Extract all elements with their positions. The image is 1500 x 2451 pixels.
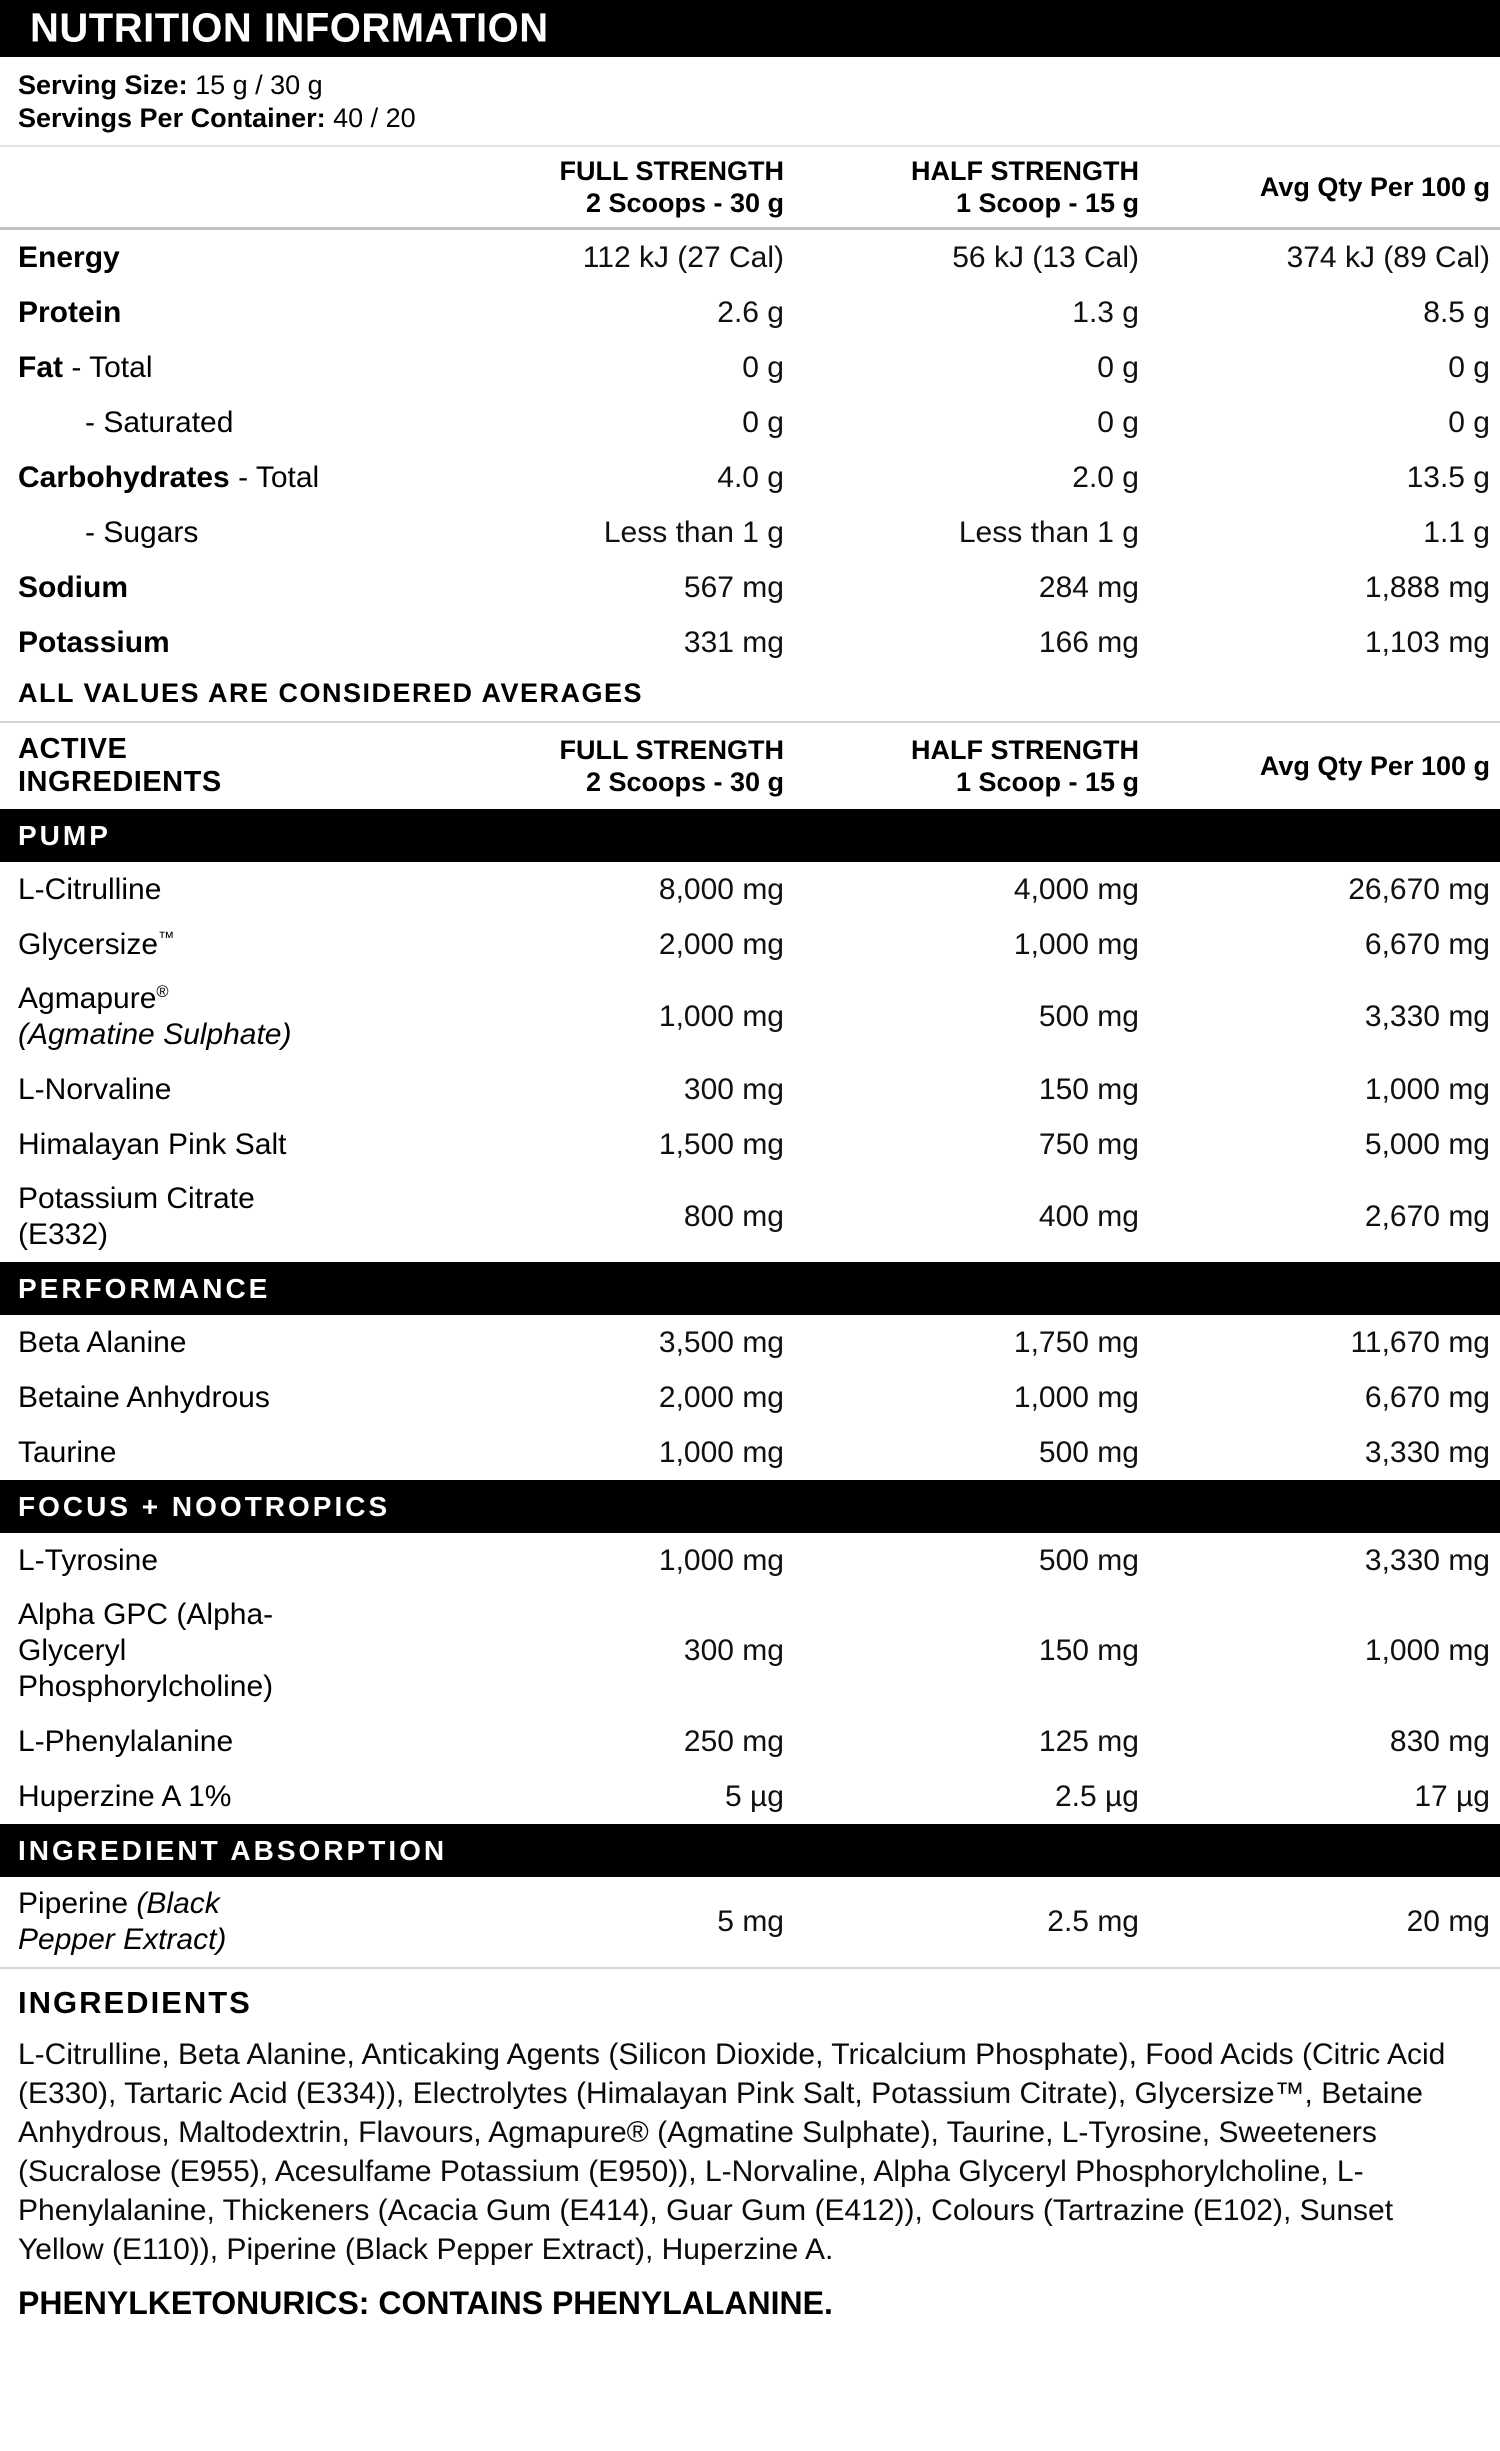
value-avg-per-100g: 830 mg xyxy=(1389,1724,1490,1758)
section-bar-ingredient-absorption xyxy=(0,1824,1500,1877)
table-row-taurine xyxy=(0,1425,1500,1480)
value-half-strength: 750 mg xyxy=(1038,1127,1139,1161)
value-half-strength: 150 mg xyxy=(1038,1634,1139,1667)
value-half-strength: 1,750 mg xyxy=(1013,1325,1139,1359)
value-half-strength: 500 mg xyxy=(1038,1543,1139,1577)
value-half-strength: 1,000 mg xyxy=(1013,1380,1139,1414)
table-row-l-citrulline xyxy=(0,862,1500,917)
value-avg-per-100g: 3,330 mg xyxy=(1364,1000,1490,1033)
value-full-strength: 800 mg xyxy=(683,1200,784,1233)
table-row-piperine xyxy=(0,1877,1500,1967)
value-full-strength: 567 mg xyxy=(683,570,784,604)
table-row-fat-saturated: - Saturated 0 g 0 g 0 g xyxy=(85,405,1490,439)
value-half-strength: 0 g xyxy=(1097,405,1139,439)
serving-size-label: Serving Size: xyxy=(18,70,188,100)
column-header-avg-qty: Avg Qty Per 100 g xyxy=(1259,751,1490,781)
section-title: INGREDIENT ABSORPTION xyxy=(18,1834,448,1866)
value-full-strength: 2.6 g xyxy=(717,295,784,329)
value-full-strength: 3,500 mg xyxy=(658,1325,784,1359)
ingredient-name: Betaine Anhydrous xyxy=(18,1380,270,1414)
trademark-symbol: ™ xyxy=(158,928,175,947)
table-row-glycersize xyxy=(0,917,1500,972)
value-avg-per-100g: 1,103 mg xyxy=(1364,625,1490,659)
value-half-strength: 2.5 µg xyxy=(1054,1779,1139,1813)
row-label: Sodium xyxy=(18,570,128,604)
value-avg-per-100g: 5,000 mg xyxy=(1364,1127,1490,1161)
value-avg-per-100g: 8.5 g xyxy=(1423,295,1490,329)
value-half-strength: 400 mg xyxy=(1038,1200,1139,1233)
ingredient-name: Agmapure xyxy=(18,982,157,1015)
ingredient-name: Beta Alanine xyxy=(18,1325,187,1359)
row-label: Protein xyxy=(18,295,122,329)
ingredient-detail: (Alpha-Glyceryl Phosphorylcholine) xyxy=(18,1598,274,1703)
column-header-half-strength xyxy=(784,734,1139,798)
value-full-strength: 5 mg xyxy=(717,1905,784,1938)
ingredient-name: Himalayan Pink Salt xyxy=(18,1127,287,1161)
value-avg-per-100g: 26,670 mg xyxy=(1348,872,1490,906)
servings-per-container-value: 40 / 20 xyxy=(333,103,416,133)
column-header-avg-qty: Avg Qty Per 100 g xyxy=(1259,172,1490,202)
ingredient-name: Potassium Citrate xyxy=(18,1182,255,1215)
value-full-strength: Less than 1 g xyxy=(603,515,784,549)
section-title: PERFORMANCE xyxy=(18,1272,271,1304)
value-half-strength: 4,000 mg xyxy=(1013,872,1139,906)
value-full-strength: 2,000 mg xyxy=(658,927,784,961)
value-half-strength: 166 mg xyxy=(1038,625,1139,659)
ingredients-paragraph: L-Citrulline, Beta Alanine, Anticaking Agents (Silicon Dioxide, Tricalcium Phosphate), Food Acids (Citric Acid (E330), Tartaric Acid (E334)), Electrolytes (Himalayan Pink Salt, Potassium Citrate), Glycersize™, Betaine Anhydrous, Maltodextrin, Flavours, Agmapure® (Agmatine Sulphate), Taurine, L-Tyrosine, Sweeteners (Sucralose (E955), Acesulfame Potassium (E950)), L-Norvaline, Alpha Glyceryl Phosphorylcholine, L-Phenylalanine, Thickeners (Acacia Gum (E414), Guar Gum (E412)), Colours (Tartrazine (E102), Sunset Yellow (E110)), Piperine (Black Pepper Extract), Huperzine A. xyxy=(18,2038,1446,2266)
value-avg-per-100g: 13.5 g xyxy=(1406,460,1490,494)
value-avg-per-100g: 1,888 mg xyxy=(1364,570,1490,604)
value-full-strength: 8,000 mg xyxy=(658,872,784,906)
table-row-energy xyxy=(0,230,1500,285)
value-avg-per-100g: 3,330 mg xyxy=(1364,1543,1490,1577)
table-row-protein xyxy=(0,285,1500,340)
row-label: Potassium xyxy=(18,625,170,659)
value-full-strength: 331 mg xyxy=(683,625,784,659)
value-avg-per-100g: 6,670 mg xyxy=(1364,1380,1490,1414)
value-full-strength: 1,500 mg xyxy=(658,1127,784,1161)
table-row-potassium-citrate xyxy=(0,1172,1500,1262)
full-strength-subtitle: 2 Scoops - 30 g xyxy=(585,767,784,797)
section-bar-focus-nootropics xyxy=(0,1480,1500,1533)
active-ingredients-header-row xyxy=(0,723,1500,809)
section-title: PUMP xyxy=(18,819,111,851)
full-strength-subtitle: 2 Scoops - 30 g xyxy=(585,188,784,218)
value-full-strength: 1,000 mg xyxy=(658,1000,784,1033)
value-half-strength: 284 mg xyxy=(1038,570,1139,604)
nutrition-information-header xyxy=(0,0,1500,57)
value-full-strength: 300 mg xyxy=(683,1634,784,1667)
column-header-row xyxy=(0,147,1500,227)
row-label: Energy xyxy=(18,240,120,274)
value-half-strength: 500 mg xyxy=(1038,1000,1139,1033)
ingredient-name: L-Norvaline xyxy=(18,1072,172,1106)
row-label: Carbohydrates xyxy=(18,460,230,494)
value-avg-per-100g: 1.1 g xyxy=(1423,515,1490,549)
half-strength-subtitle: 1 Scoop - 15 g xyxy=(955,188,1139,218)
value-half-strength: 0 g xyxy=(1097,350,1139,384)
ingredient-name: Huperzine A 1% xyxy=(18,1779,232,1813)
column-header-full-strength xyxy=(438,155,784,219)
serving-size-line xyxy=(18,69,1482,102)
page-title: NUTRITION INFORMATION xyxy=(30,5,549,51)
value-full-strength: 2,000 mg xyxy=(658,1380,784,1414)
value-avg-per-100g: 1,000 mg xyxy=(1364,1634,1490,1667)
table-row-l-norvaline xyxy=(0,1062,1500,1117)
value-avg-per-100g: 0 g xyxy=(1448,350,1490,384)
value-full-strength: 300 mg xyxy=(683,1072,784,1106)
value-avg-per-100g: 3,330 mg xyxy=(1364,1435,1490,1469)
value-avg-per-100g: 6,670 mg xyxy=(1364,927,1490,961)
value-full-strength: 0 g xyxy=(742,405,784,439)
ingredient-name: Alpha GPC xyxy=(18,1598,169,1631)
value-half-strength: 150 mg xyxy=(1038,1072,1139,1106)
ingredient-detail: (E332) xyxy=(18,1218,109,1251)
table-row-l-phenylalanine xyxy=(0,1714,1500,1769)
ingredient-name: Glycersize xyxy=(18,927,159,961)
column-header-full-strength xyxy=(308,734,784,798)
value-full-strength: 1,000 mg xyxy=(658,1543,784,1577)
table-row-alpha-gpc xyxy=(0,1588,1500,1714)
half-strength-subtitle: 1 Scoop - 15 g xyxy=(955,767,1139,797)
servings-per-container-line xyxy=(18,102,1482,135)
value-half-strength: 2.0 g xyxy=(1072,460,1139,494)
active-ingredients-title: ACTIVE INGREDIENTS xyxy=(18,733,222,798)
table-row-sugars: - Sugars Less than 1 g Less than 1 g 1.1 g xyxy=(85,515,1490,549)
registered-symbol: ® xyxy=(156,983,169,1001)
value-avg-per-100g: 374 kJ (89 Cal) xyxy=(1286,240,1490,274)
table-row-huperzine-a xyxy=(0,1769,1500,1824)
table-row-beta-alanine xyxy=(0,1315,1500,1370)
value-avg-per-100g: 11,670 mg xyxy=(1350,1325,1490,1359)
ingredient-name: L-Citrulline xyxy=(18,872,162,906)
ingredient-name: Piperine xyxy=(18,1887,129,1920)
table-row-carbohydrates-total: Carbohydrates - Total 4.0 g 2.0 g 13.5 g xyxy=(18,460,1490,494)
column-header-half-strength xyxy=(784,155,1139,219)
table-row-l-tyrosine xyxy=(0,1533,1500,1588)
table-row-fat-total: Fat - Total 0 g 0 g 0 g xyxy=(18,350,1490,384)
table-row-agmapure xyxy=(0,972,1500,1062)
serving-info xyxy=(0,57,1500,145)
half-strength-title: HALF STRENGTH xyxy=(911,735,1139,765)
value-avg-per-100g: 17 µg xyxy=(1414,1779,1490,1813)
ingredient-name: L-Tyrosine xyxy=(18,1543,159,1577)
value-half-strength: Less than 1 g xyxy=(958,515,1139,549)
full-strength-title: FULL STRENGTH xyxy=(559,156,784,186)
value-half-strength: 1,000 mg xyxy=(1013,927,1139,961)
ingredient-detail: (Agmatine Sulphate) xyxy=(18,1018,292,1051)
value-full-strength: 0 g xyxy=(742,350,784,384)
value-avg-per-100g: 0 g xyxy=(1448,405,1490,439)
row-label: Fat xyxy=(18,350,63,384)
value-full-strength: 4.0 g xyxy=(717,460,784,494)
value-avg-per-100g: 20 mg xyxy=(1406,1905,1490,1938)
value-half-strength: 500 mg xyxy=(1038,1435,1139,1469)
full-strength-title: FULL STRENGTH xyxy=(559,735,784,765)
value-full-strength: 250 mg xyxy=(683,1724,784,1758)
half-strength-title: HALF STRENGTH xyxy=(911,156,1139,186)
value-avg-per-100g: 1,000 mg xyxy=(1364,1072,1490,1106)
value-full-strength: 1,000 mg xyxy=(658,1435,784,1469)
ingredient-detail: (Black Pepper Extract) xyxy=(18,1887,227,1956)
phenylketonurics-warning: PHENYLKETONURICS: CONTAINS PHENYLALANINE. xyxy=(18,2285,833,2321)
value-half-strength: 125 mg xyxy=(1038,1724,1139,1758)
ingredient-name: Taurine xyxy=(18,1435,117,1469)
value-half-strength: 56 kJ (13 Cal) xyxy=(952,240,1139,274)
serving-size-value: 15 g / 30 g xyxy=(195,70,323,100)
value-avg-per-100g: 2,670 mg xyxy=(1364,1200,1490,1233)
ingredient-name: L-Phenylalanine xyxy=(18,1724,234,1758)
table-row-sodium xyxy=(0,560,1500,615)
section-bar-pump xyxy=(0,809,1500,862)
table-row-himalayan-pink-salt xyxy=(0,1117,1500,1172)
table-row-potassium xyxy=(0,615,1500,670)
section-bar-performance xyxy=(0,1262,1500,1315)
table-row-betaine-anhydrous xyxy=(0,1370,1500,1425)
servings-per-container-label: Servings Per Container: xyxy=(18,103,326,133)
value-half-strength: 1.3 g xyxy=(1072,295,1139,329)
averages-footnote: ALL VALUES ARE CONSIDERED AVERAGES xyxy=(18,678,644,708)
value-full-strength: 5 µg xyxy=(725,1779,784,1813)
ingredients-heading: INGREDIENTS xyxy=(18,1985,252,2020)
value-full-strength: 112 kJ (27 Cal) xyxy=(582,240,784,274)
section-title: FOCUS + NOOTROPICS xyxy=(18,1490,391,1522)
value-half-strength: 2.5 mg xyxy=(1047,1905,1139,1938)
